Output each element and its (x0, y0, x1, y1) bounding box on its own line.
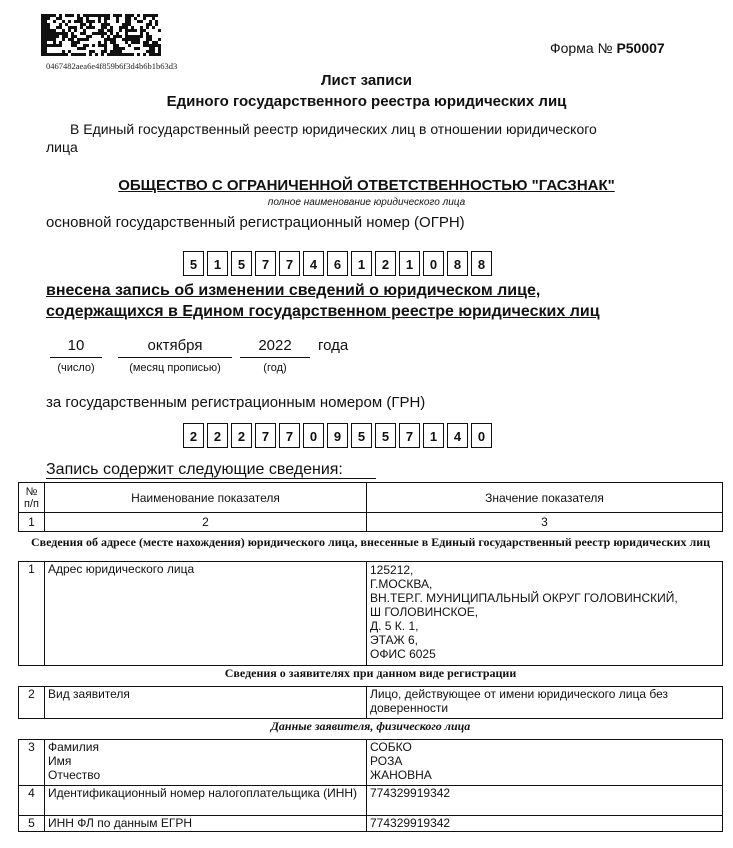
form-number-value: Р50007 (616, 40, 665, 56)
table-row (19, 786, 723, 816)
date-day-line (50, 357, 102, 358)
ogrn-digit: 5 (231, 251, 252, 276)
ogrn-digit: 2 (375, 251, 396, 276)
section-title-address: Сведения об адресе (месте нахождения) юридического лица, внесенные в Единый государственный реестр юридических лиц (19, 532, 723, 562)
col-number: 3 (367, 513, 723, 532)
entry-statement-line1: внесена запись об изменении сведений о юридическом лице, (46, 282, 541, 299)
address-line: Г.МОСКВА, (370, 577, 433, 591)
date-month-line (118, 357, 232, 358)
row-value (367, 740, 723, 786)
table-col-numbers-row (19, 513, 723, 532)
ogrn-digit: 0 (423, 251, 444, 276)
row-num: 4 (19, 786, 45, 816)
ogrn-digit: 6 (327, 251, 348, 276)
form-number (550, 40, 665, 56)
address-line: 125212, (370, 563, 414, 577)
header-value: Значение показателя (367, 483, 723, 513)
row-value: Лицо, действующее от имени юридического лица без доверенности (367, 687, 723, 719)
ogrn-digit: 7 (255, 251, 276, 276)
name-field-value: ЖАНОВНА (370, 768, 432, 782)
table-row (19, 687, 723, 719)
table-row (19, 816, 723, 832)
ogrn-digit: 8 (471, 251, 492, 276)
header-name: Наименование показателя (45, 483, 367, 513)
row-name: Адрес юридического лица (45, 562, 367, 666)
date-day: 10 (67, 337, 85, 354)
document-subtitle: Единого государственного реестра юридических лиц (166, 93, 567, 110)
entry-statement-line2: содержащихся в Едином государственном реестре юридических лиц (46, 303, 600, 320)
row-name: Вид заявителя (45, 687, 367, 719)
address-line: Д. 5 К. 1, (370, 619, 419, 633)
header-num: № п/п (19, 483, 45, 513)
organization-name: ОБЩЕСТВО С ОГРАНИЧЕННОЙ ОТВЕТСТВЕННОСТЬЮ "ГАСЗНАК" (118, 177, 615, 194)
name-field-label: Имя (48, 754, 72, 768)
date-year-line (240, 357, 310, 358)
organization-name-caption: полное наименование юридического лица (267, 197, 466, 208)
date-year-word: года (318, 337, 349, 354)
ogrn-digit: 8 (447, 251, 468, 276)
section-title-person: Данные заявителя, физического лица (19, 719, 723, 740)
table-row (19, 562, 723, 666)
ogrn-digit: 4 (303, 251, 324, 276)
date-year-caption: (год) (263, 362, 287, 374)
row-num: 3 (19, 740, 45, 786)
table-header-row (19, 483, 723, 513)
col-number: 2 (45, 513, 367, 532)
name-field-value: РОЗА (370, 754, 403, 768)
address-line: ВН.ТЕР.Г. МУНИЦИПАЛЬНЫЙ ОКРУГ ГОЛОВИНСКИЙ, (370, 591, 678, 605)
name-field-label: Фамилия (48, 740, 99, 754)
name-field-label: Отчество (48, 768, 101, 782)
name-field-value: СОБКО (370, 740, 412, 754)
record-contents-label: Запись содержит следующие сведения: (46, 461, 343, 478)
document-title: Лист записи (320, 72, 413, 89)
section-title-applicants: Сведения о заявителях при данном виде регистрации (19, 666, 723, 687)
row-value: 774329919342 (367, 816, 723, 832)
address-value (367, 562, 723, 666)
section-row-address (19, 532, 723, 562)
ogrn-number-boxes (183, 251, 495, 276)
row-name (45, 740, 367, 786)
intro-text-line1: В Единый государственный реестр юридических лиц в отношении юридического (70, 121, 597, 137)
records-table (18, 482, 723, 832)
grn-label: за государственным регистрационным номером (ГРН) (46, 394, 426, 411)
ogrn-digit: 1 (351, 251, 372, 276)
date-month-caption: (месяц прописью) (129, 362, 221, 374)
grn-digit: 7 (255, 423, 276, 448)
section-row-applicants (19, 666, 723, 687)
ogrn-digit: 5 (183, 251, 204, 276)
address-line: Ш ГОЛОВИНСКОЕ, (370, 605, 479, 619)
grn-digit: 7 (399, 423, 420, 448)
grn-digit: 2 (183, 423, 204, 448)
ogrn-digit: 1 (399, 251, 420, 276)
table-row (19, 740, 723, 786)
row-num: 1 (19, 562, 45, 666)
grn-digit: 0 (471, 423, 492, 448)
row-value: 774329919342 (367, 786, 723, 816)
address-line: ОФИС 6025 (370, 647, 436, 661)
grn-digit: 2 (231, 423, 252, 448)
date-month: октября (147, 337, 203, 354)
grn-number-boxes (183, 423, 495, 448)
ogrn-label: основной государственный регистрационный номер (ОГРН) (46, 214, 465, 231)
row-name: Идентификационный номер налогоплательщика (ИНН) (45, 786, 367, 816)
section-row-person (19, 719, 723, 740)
form-number-prefix: Форма № (550, 40, 613, 56)
row-name: ИНН ФЛ по данным ЕГРН (45, 816, 367, 832)
grn-digit: 0 (303, 423, 324, 448)
record-contents-underline (46, 478, 376, 479)
grn-digit: 7 (279, 423, 300, 448)
date-day-caption: (число) (57, 362, 95, 374)
row-num: 2 (19, 687, 45, 719)
grn-digit: 5 (351, 423, 372, 448)
grn-digit: 1 (423, 423, 444, 448)
col-number: 1 (19, 513, 45, 532)
address-line: ЭТАЖ 6, (370, 633, 418, 647)
barcode-hash: 0467482aea6e4f859b6f3d4b6b1b63d3 (46, 61, 178, 71)
barcode-image (40, 14, 162, 56)
grn-digit: 9 (327, 423, 348, 448)
ogrn-digit: 7 (279, 251, 300, 276)
grn-digit: 5 (375, 423, 396, 448)
grn-digit: 2 (207, 423, 228, 448)
intro-text-line2: лица (46, 139, 78, 155)
date-year: 2022 (258, 337, 292, 354)
ogrn-digit: 1 (207, 251, 228, 276)
grn-digit: 4 (447, 423, 468, 448)
row-num: 5 (19, 816, 45, 832)
